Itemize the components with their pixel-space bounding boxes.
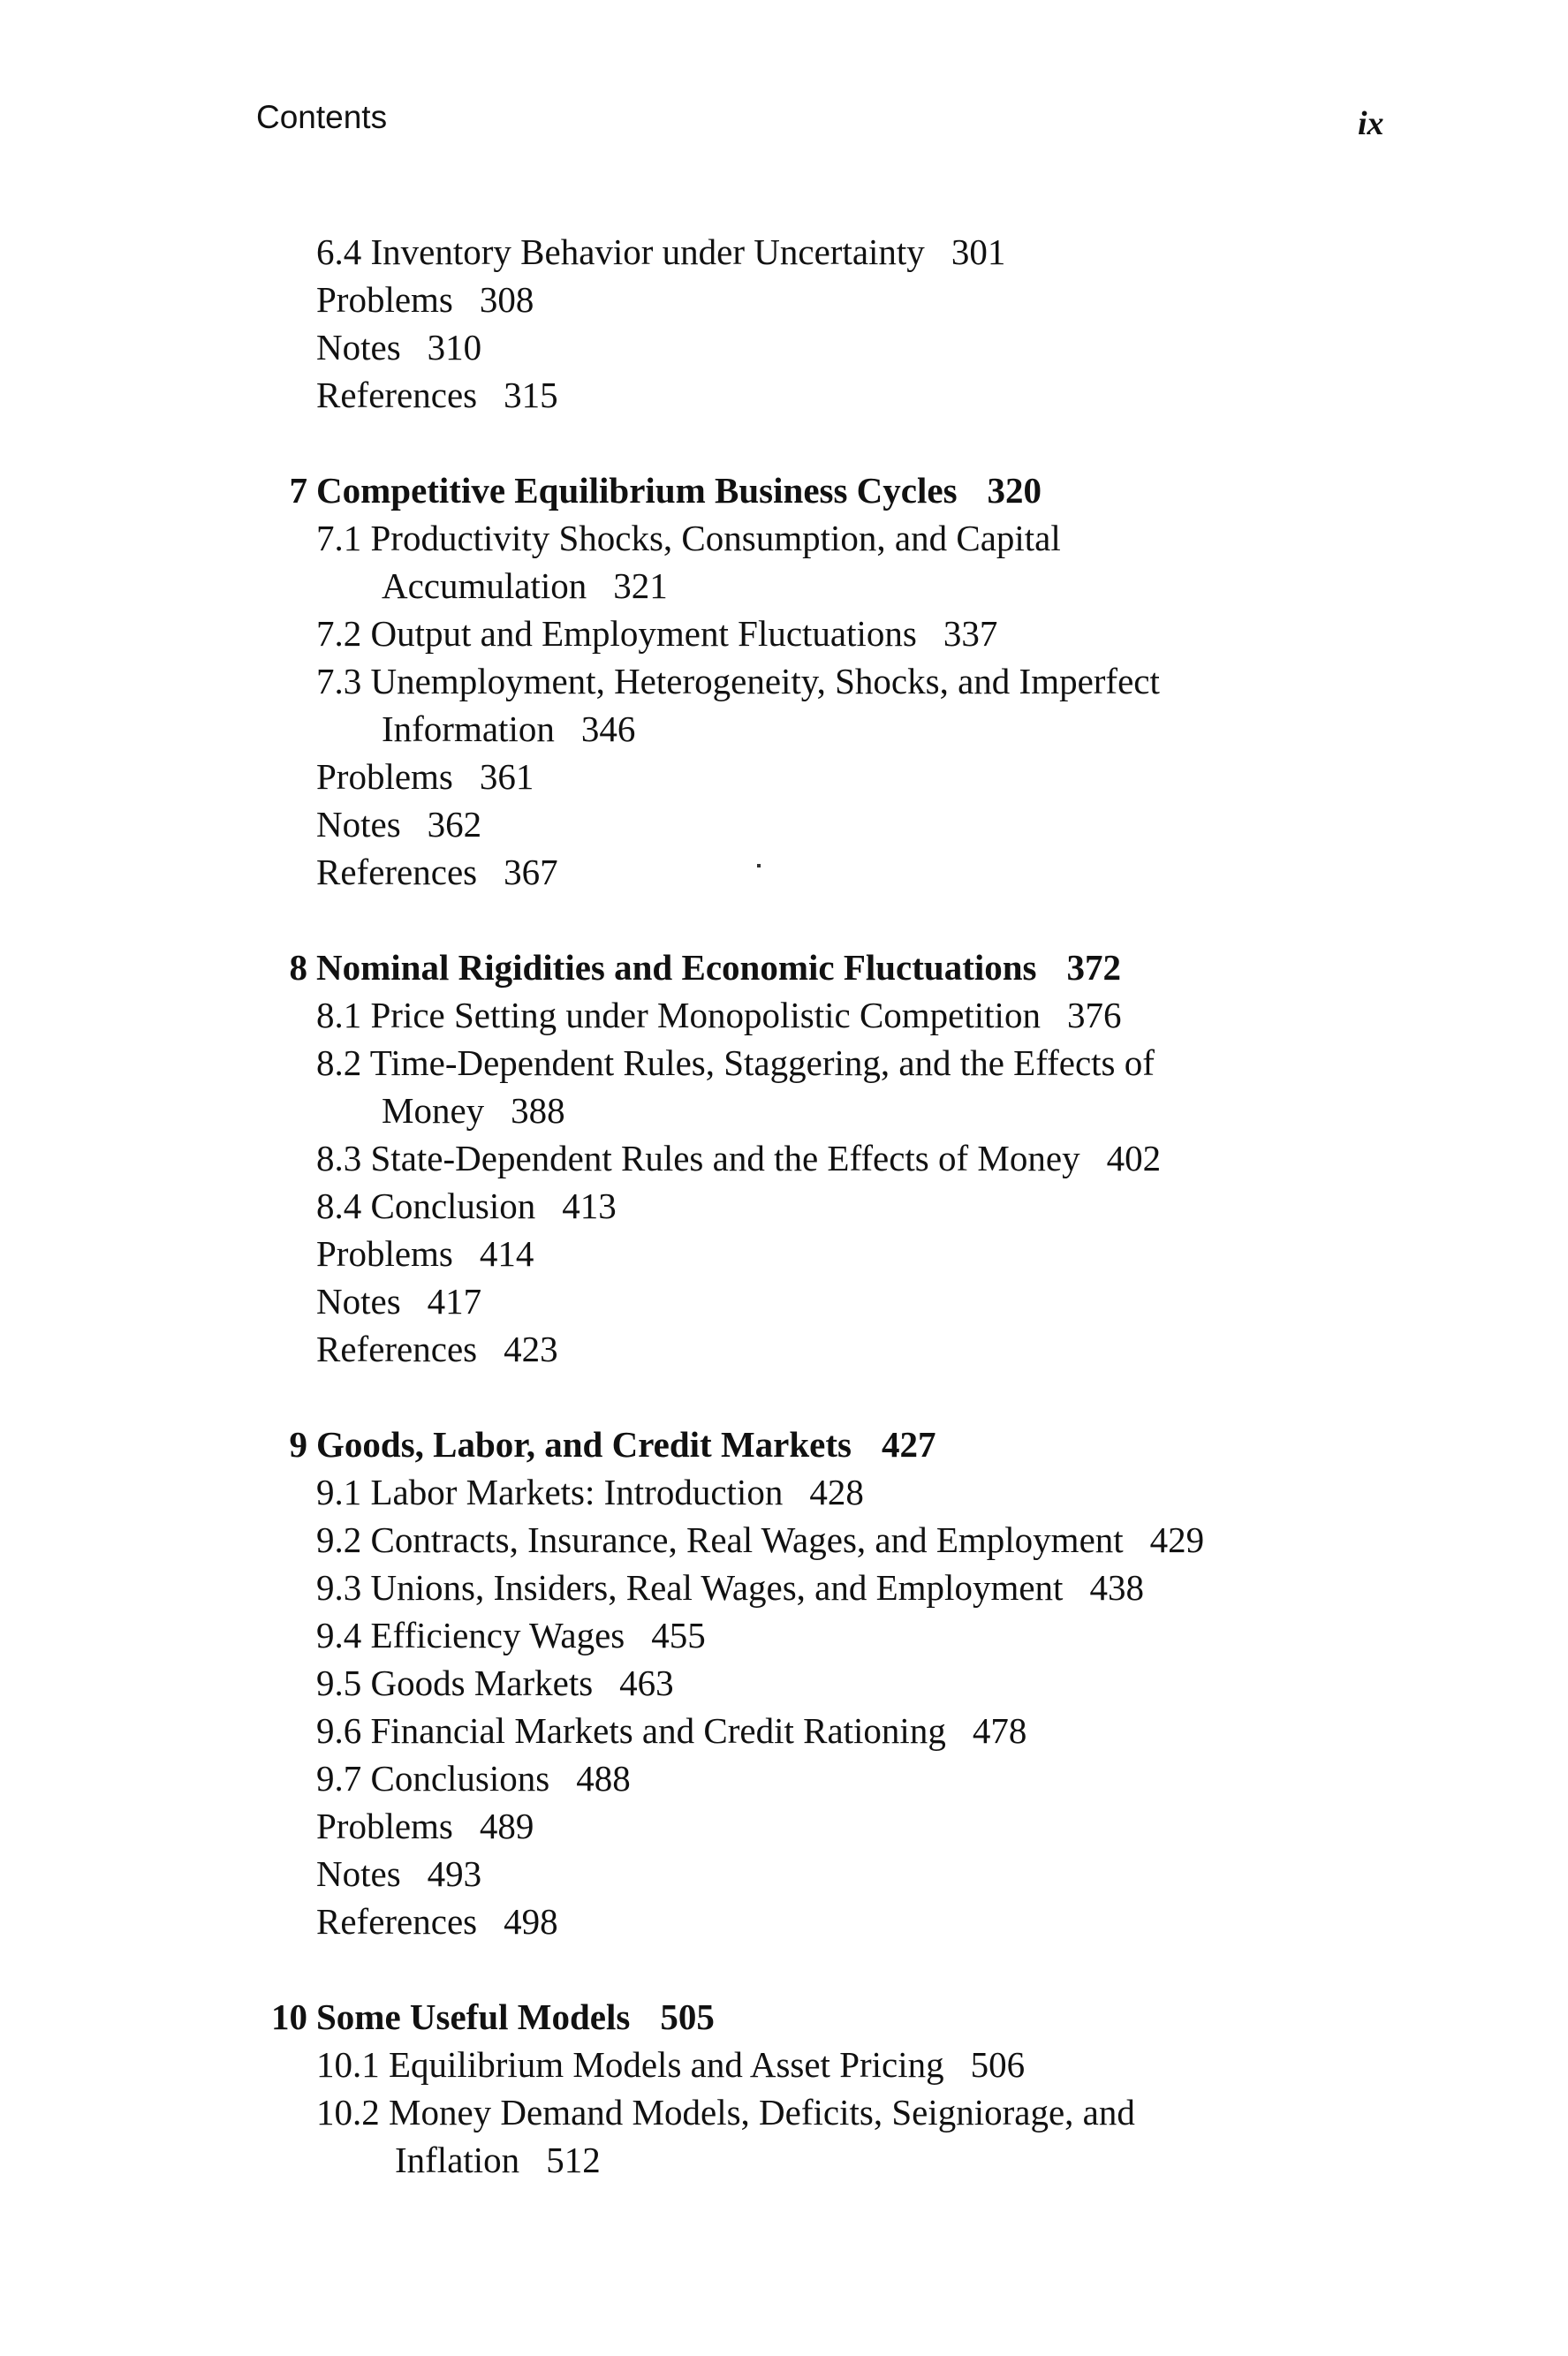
entry-label: Notes [316,327,401,367]
entry-label: Inflation [395,2140,520,2180]
toc-entry [0,1134,1568,1182]
page-number: ix [1358,105,1384,142]
toc-entry-continuation [0,1087,1568,1134]
toc-entry [0,2041,1568,2088]
entry-page: 498 [504,1901,558,1942]
entry-label: References [316,375,478,415]
entry-label: 9.2 Contracts, Insurance, Real Wages, and Employment [316,1519,1124,1560]
entry-page: 463 [619,1663,674,1703]
chapter-heading-7 [0,466,1568,514]
entry-page: 512 [546,2140,601,2180]
entry-label: Problems [316,279,453,320]
entry-page: 308 [479,279,534,320]
chapter-title: Some Useful Models [316,1996,631,2037]
entry-label: Problems [316,1233,453,1274]
entry-label: 7.1 Productivity Shocks, Consumption, and Capital [316,518,1061,558]
entry-page: 388 [511,1090,565,1131]
chapter-heading-10 [0,1993,1568,2041]
entry-page: 413 [562,1186,617,1226]
entry-page: 506 [970,2044,1026,2085]
entry-label: 7.3 Unemployment, Heterogeneity, Shocks, and Imperfect [316,661,1160,701]
entry-page: 346 [580,708,636,749]
running-head: Contents [256,99,388,135]
entry-label: 6.4 Inventory Behavior under Uncertainty [316,231,925,272]
toc-entry [0,1325,1568,1373]
entry-label: Notes [316,1853,401,1894]
toc-entry [0,1564,1568,1611]
toc-entry [0,1898,1568,1945]
chapter-page: 427 [881,1424,936,1465]
table-of-contents [0,228,1568,2184]
entry-page: 337 [943,613,998,654]
toc-entry [0,1039,1568,1087]
entry-page: 402 [1106,1138,1162,1178]
toc-entry [0,848,1568,896]
toc-entry [0,1468,1568,1516]
chapter-number: 10 [271,1996,307,2037]
toc-entry [0,657,1568,705]
entry-page: 455 [651,1615,706,1655]
scan-speck [757,864,761,867]
entry-page: 428 [809,1472,864,1512]
entry-label: Notes [316,1281,401,1322]
entry-label: 9.3 Unions, Insiders, Real Wages, and Employment [316,1567,1064,1608]
entry-page: 493 [427,1853,482,1894]
toc-entry [0,800,1568,848]
entry-page: 321 [613,565,668,606]
entry-label: 9.6 Financial Markets and Credit Rationing [316,1710,946,1751]
toc-entry [0,991,1568,1039]
chapter-heading-8 [0,943,1568,991]
toc-entry-continuation [0,2136,1568,2184]
toc-entry [0,1611,1568,1659]
entry-label: 9.1 Labor Markets: Introduction [316,1472,784,1512]
entry-page: 301 [951,231,1006,272]
chapter-title: Competitive Equilibrium Business Cycles [316,470,958,511]
toc-entry [0,276,1568,323]
toc-entry [0,1850,1568,1898]
chapter-number: 9 [289,1424,307,1465]
entry-page: 417 [427,1281,482,1322]
entry-label: 8.4 Conclusion [316,1186,536,1226]
entry-label: Problems [316,756,453,797]
toc-entry [0,1277,1568,1325]
toc-entry [0,753,1568,800]
toc-entry [0,1182,1568,1230]
entry-page: 362 [427,804,482,845]
toc-entry [0,1754,1568,1802]
entry-page: 361 [479,756,534,797]
chapter-page: 372 [1066,947,1122,988]
entry-label: Notes [316,804,401,845]
entry-page: 376 [1066,995,1122,1035]
entry-label: 8.3 State-Dependent Rules and the Effects of Money [316,1138,1080,1178]
toc-entry [0,1707,1568,1754]
entry-label: Information [382,708,555,749]
chapter-page: 320 [987,470,1042,511]
toc-entry [0,514,1568,562]
entry-page: 367 [504,852,558,892]
entry-label: 9.5 Goods Markets [316,1663,594,1703]
entry-page: 429 [1149,1519,1205,1560]
toc-entry [0,2088,1568,2136]
entry-page: 488 [576,1758,631,1799]
chapter-title: Goods, Labor, and Credit Markets [316,1424,852,1465]
entry-label: 9.4 Efficiency Wages [316,1615,625,1655]
entry-label: 10.2 Money Demand Models, Deficits, Seigniorage, and [316,2092,1135,2133]
entry-label: Accumulation [382,565,587,606]
entry-label: References [316,852,478,892]
entry-label: 8.1 Price Setting under Monopolistic Competition [316,995,1041,1035]
chapter-number: 7 [289,470,307,511]
entry-page: 438 [1089,1567,1144,1608]
entry-label: 10.1 Equilibrium Models and Asset Pricing [316,2044,944,2085]
entry-page: 489 [479,1806,534,1846]
toc-entry [0,228,1568,276]
toc-entry [0,371,1568,419]
entry-page: 315 [504,375,558,415]
entry-label: 9.7 Conclusions [316,1758,550,1799]
toc-entry [0,1516,1568,1564]
chapter-heading-9 [0,1420,1568,1468]
entry-label: References [316,1329,478,1369]
entry-label: 7.2 Output and Employment Fluctuations [316,613,917,654]
toc-entry [0,1802,1568,1850]
chapter-page: 505 [660,1996,715,2037]
toc-entry [0,610,1568,657]
chapter-title: Nominal Rigidities and Economic Fluctuations [316,947,1037,988]
entry-page: 414 [479,1233,534,1274]
entry-label: 8.2 Time-Dependent Rules, Staggering, and the Effects of [316,1042,1155,1083]
entry-page: 478 [972,1710,1027,1751]
toc-entry-continuation [0,562,1568,610]
entry-label: References [316,1901,478,1942]
entry-label: Problems [316,1806,453,1846]
toc-entry [0,1659,1568,1707]
chapter-number: 8 [289,947,307,988]
toc-entry [0,1230,1568,1277]
entry-page: 423 [504,1329,558,1369]
entry-label: Money [382,1090,485,1131]
toc-entry [0,323,1568,371]
entry-page: 310 [427,327,482,367]
toc-entry-continuation [0,705,1568,753]
